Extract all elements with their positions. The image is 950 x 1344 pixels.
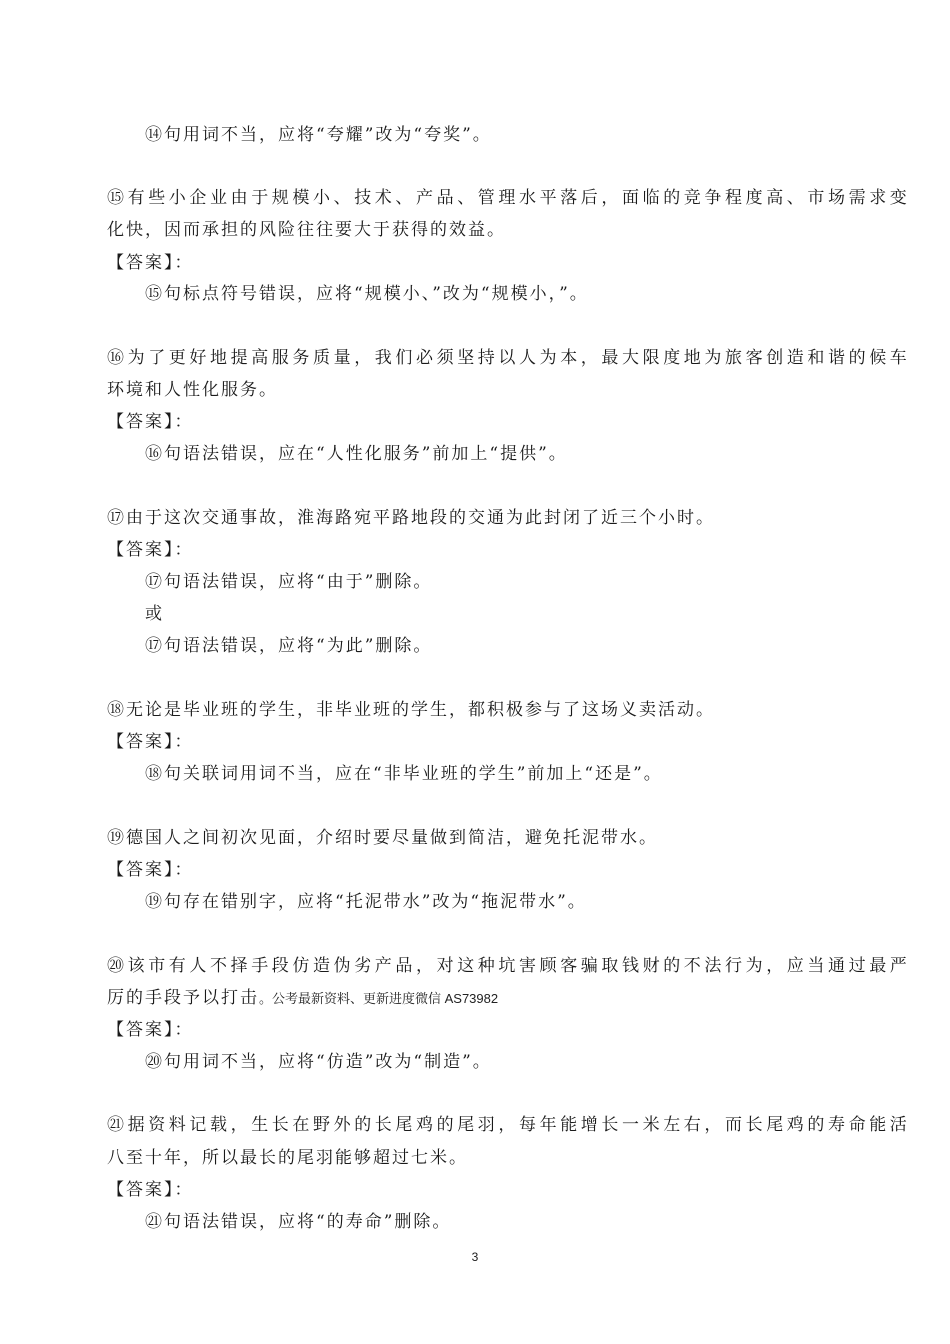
answer-15: ⑮句标点符号错误，应将“规模小、”改为“规模小，”。 (145, 284, 589, 304)
answer-17-a: ⑰句语法错误，应将“由于”删除。 (145, 572, 433, 592)
answer-14: ⑭句用词不当，应将“夸耀”改为“夸奖”。 (145, 125, 492, 145)
answer-label: 【答案】： (107, 860, 194, 880)
question-15-line-2: 化快，因而承担的风险往往要大于获得的效益。 (107, 220, 506, 240)
answer-20: ⑳句用词不当，应将“仿造”改为“制造”。 (145, 1052, 492, 1072)
answer-label: 【答案】： (107, 732, 194, 752)
watermark-ad-text: 。公考最新资料、更新进度微信 AS73982 (259, 991, 499, 1006)
answer-label: 【答案】： (107, 1180, 194, 1200)
question-15-line-1: ⑮有些小企业由于规模小、技术、产品、管理水平落后，面临的竞争程度高、市场需求变 (107, 188, 911, 208)
question-17: ⑰由于这次交通事故，淮海路宛平路地段的交通为此封闭了近三个小时。 (107, 508, 715, 528)
answer-label: 【答案】： (107, 253, 194, 273)
answer-label: 【答案】： (107, 540, 194, 560)
answer-label: 【答案】： (107, 1020, 194, 1040)
question-16-line-1: ⑯为了更好地提高服务质量，我们必须坚持以人为本，最大限度地为旅客创造和谐的候车 (107, 348, 911, 368)
answer-label: 【答案】： (107, 412, 194, 432)
question-21-line-2: 八至十年，所以最长的尾羽能够超过七米。 (107, 1148, 468, 1168)
question-16-line-2: 环境和人性化服务。 (107, 380, 278, 400)
answer-21: ㉑句语法错误，应将“的寿命”删除。 (145, 1212, 452, 1232)
question-20-line-2 (107, 986, 498, 1011)
answer-17-b: ⑰句语法错误，应将“为此”删除。 (145, 636, 433, 656)
answer-18: ⑱句关联词用词不当，应在“非毕业班的学生”前加上“还是”。 (145, 764, 663, 784)
question-19: ⑲德国人之间初次见面，介绍时要尽量做到简洁，避免托泥带水。 (107, 828, 658, 848)
page-number: 3 (471, 1250, 479, 1264)
answer-16: ⑯句语法错误，应在“人性化服务”前加上“提供”。 (145, 444, 568, 464)
question-20-line-1: ⑳该市有人不择手段仿造伪劣产品，对这种坑害顾客骗取钱财的不法行为，应当通过最严 (107, 956, 911, 976)
answer-17-or: 或 (145, 604, 164, 624)
question-18: ⑱无论是毕业班的学生，非毕业班的学生，都积极参与了这场义卖活动。 (107, 700, 715, 720)
question-20-text: 厉的手段予以打击 (107, 988, 259, 1008)
question-21-line-1: ㉑据资料记载，生长在野外的长尾鸡的尾羽，每年能增长一米左右，而长尾鸡的寿命能活 (107, 1115, 911, 1135)
answer-19: ⑲句存在错别字，应将“托泥带水”改为“拖泥带水”。 (145, 892, 587, 912)
